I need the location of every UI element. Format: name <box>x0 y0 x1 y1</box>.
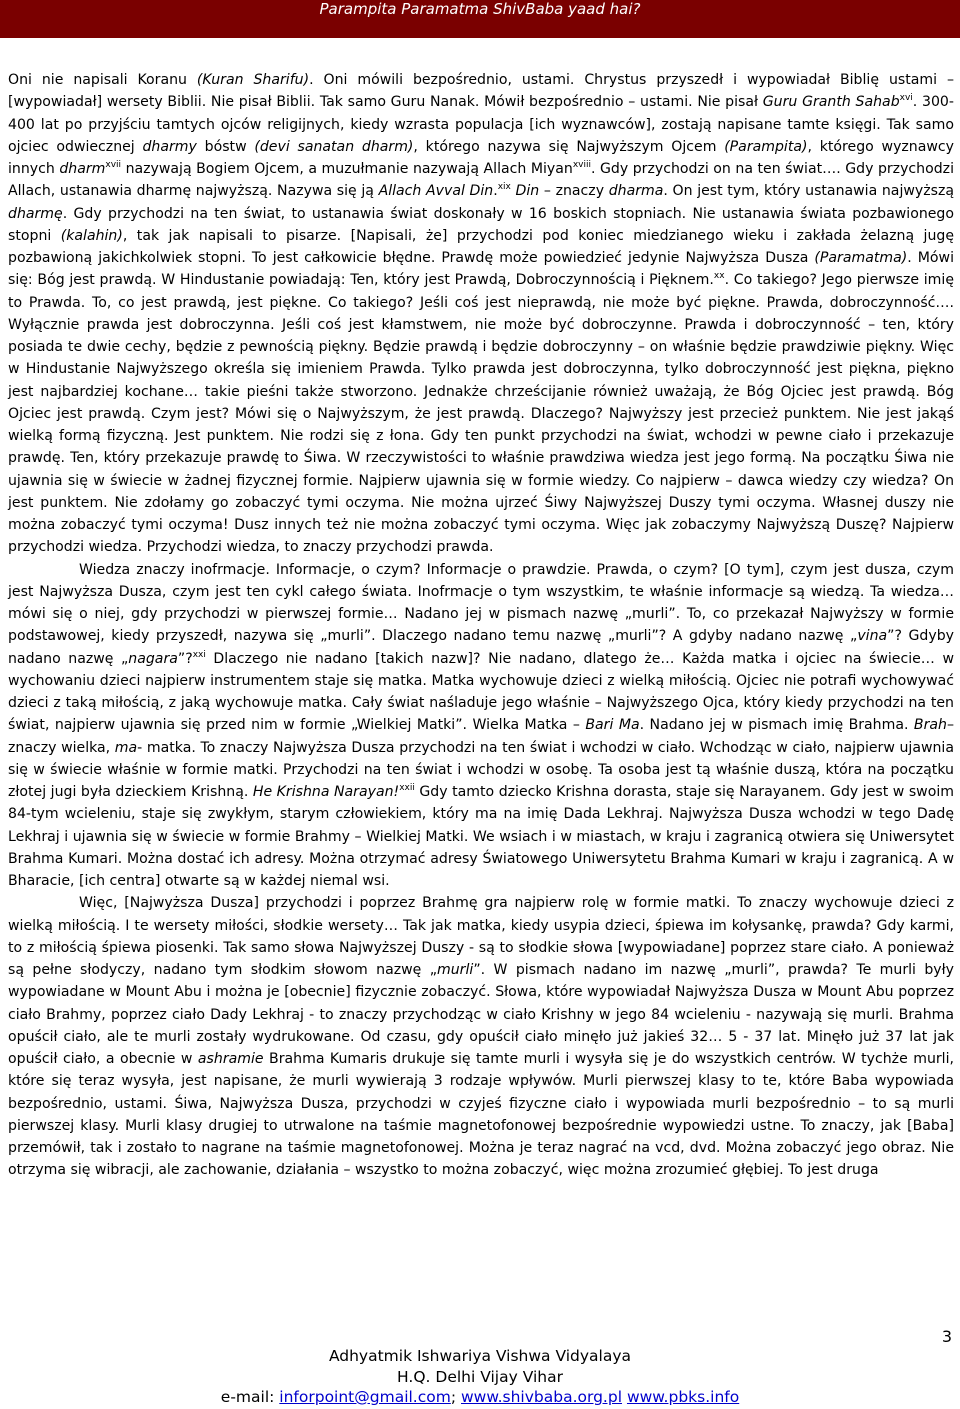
text-run: Wiedza znaczy inofrmacje. Informacje, o czym? Informacje o prawdzie. Prawda, o czym? [O tym], czym jest dusza, czym jest Najwyższa Dusza, czym jest ten cykl całego świata. Inofrmacje o tym wszystkim, te właśnie informacje są wiedzą. Ta wiedza… mówi się o niej, gdy przychodzi w pierwszej formie… Nadano jej w pismach nazwę „murli”. To, co przekazał Najwyższy w formie podstawowej, kiedy przyszedł, nazywa się „murli”. Dlaczego nadano temu nazwę „murli”? A gdyby nadano nazwę „ <box>8 561 954 645</box>
document-body <box>8 69 954 1182</box>
italic-term: Bari Ma <box>585 717 640 734</box>
text-run: ”. W pismach nadano im nazwę „murli”, prawda? Te murli były wypowiadane w Mount Abu i można je [obecnie] fizycznie zobaczyć. Słowa, które wypowiadał Najwyższa Dusza w Mount Abu poprzez ciało Brahmy, poprzez ciało Dady Lekhraj - to znaczy przychodząc w ciało Krishny w jego 84 wcieleniu - nazywają się murli. Brahma opuścił ciało, ale te murli zostały wydrukowane. Od czasu, gdy opuścił ciało minęło już jakieś 32… 5 - 37 lat. Minęło już 37 lat jak opuścił ciało, a obecnie w <box>8 962 954 1067</box>
italic-term: vina <box>857 628 888 645</box>
italic-term: nagara <box>128 650 178 667</box>
italic-term: (Parampita) <box>724 138 808 155</box>
text-run: – znaczy <box>539 183 609 200</box>
italic-term: ashramie <box>197 1051 264 1067</box>
text-run: Dlaczego nie nadano [takich nazw]? Nie nadano, dlatego że… Każda matka i ojciec na świecie… w wychowaniu dzieci najpierw instrumentem staje się matka. Matka wychowuje dzieci z wielką miłością. Ojciec nie potrafi wychowywać dzieci z taką miłością, z jaką wychowuje matka. Cały świat naśladuje jego właśnie – Najwyższego Ojca, który kiedy przychodzi na ten świat, najpierw ujawnia się przed nim w formie „Wielkiej Matki”. Wielka Matka – <box>8 650 954 734</box>
italic-term: Din <box>515 183 540 200</box>
text-run: Oni nie napisali Koranu <box>8 72 197 88</box>
italic-term: Allach Avval Din <box>378 183 494 200</box>
footnote-ref: xxi <box>192 649 206 660</box>
italic-term: dharma <box>608 183 664 200</box>
paragraph-3 <box>8 892 954 1181</box>
italic-term: (kalahin) <box>60 227 123 244</box>
italic-term: He Krishna Narayan! <box>252 784 400 800</box>
italic-term: Brah <box>913 717 947 734</box>
footnote-ref: xx <box>713 271 725 282</box>
italic-term: ma <box>114 739 138 756</box>
text-run: Brahma Kumaris drukuje się tamte murli i wysyła się je do wszystkich centrów. W tychże murli, które się teraz wysyła, jest napisane, że murli wywierają 3 rodzaje wpływów. Murli pierwszej klasy to te, które Baba wypowiada bezpośrednio, ustami. Śiwa, Najwyższa Dusza, przychodzi w czyjeś fizyczne ciało i wypowiada murli bezpośrednio – to są murli pierwszej klasy. Murli klasy drugiej to utrwalone na taśmie magnetofonowej bezpośrednie wypowiedzi ustne. To znaczy, jak [Baba] przemówił, tak i zostało to nagrane na taśmie magnetofonowej. Można je teraz nagrać na vcd, dvd. Można zobaczyć jego obraz. Nie otrzyma się wibracji, ale zachowanie, działania – wszystko to można zobaczyć, więc można zrozumieć głębiej. To jest druga <box>8 1051 954 1179</box>
footer-site-link-shivbaba[interactable]: www.shivbaba.org.pl <box>461 1388 623 1406</box>
text-run: nazywają Bogiem Ojcem, a muzułmanie nazywają Allach Miyan <box>121 161 573 177</box>
text-run: , którego wyznawcy innych <box>8 138 954 177</box>
header-title: Parampita Paramatma ShivBaba yaad hai? <box>319 0 641 18</box>
footnote-ref: xviii <box>572 160 591 170</box>
text-run: . <box>493 183 498 200</box>
page-header <box>0 0 960 38</box>
text-run: . Oni mówili bezpośrednio, ustami. Chrystus przyszedł i wypowiadał Biblię ustami – [wypowiadał] wersety Biblii. Nie pisał Biblii. Tak samo Guru Nanak. Mówił bezpośrednio – ustami. Nie pisał <box>8 72 954 111</box>
text-run: . 300- 400 lat po przyjściu tamtych ojców religijnych, kiedy wzrasta populacja [ich wyznawców], zostają napisane tamte księgi. Tak samo ojciec odwiecznej <box>8 94 954 155</box>
text-run: ”? <box>177 650 193 667</box>
footer-separator: ; <box>450 1388 461 1406</box>
paragraph-2 <box>8 559 954 893</box>
footnote-ref: xvi <box>899 93 913 104</box>
footnote-ref: xvii <box>105 160 122 170</box>
italic-term: murli <box>437 962 474 978</box>
text-run: - matka. To znaczy Najwyższa Dusza przychodzi na ten świat i wchodzi w ciało. Wchodząc w ciało, najpierw ujawnia się w świecie właśnie w formie matki. Przychodzi na ten świat i wchodzi w osobę. Ta osoba jest tą właśnie duszą, która na początku złotej jugi była dzieckiem Krishną. <box>8 739 954 800</box>
text-run: bóstw <box>196 138 255 155</box>
text-run: ”? Gdyby nadano nazwę „ <box>8 628 954 667</box>
footnote-ref: xix <box>497 182 511 193</box>
text-run: . On jest tym, który ustanawia najwyższą <box>663 183 954 200</box>
text-run: . Co takiego? Jego pierwsze imię to Prawda. To, co jest prawdą, jest piękne. Co takiego? Jeśli coś jest nieprawdą, nie może być piękne. Prawda, dobroczynność…. Wyłącznie prawda jest dobroczynna. Jeśli coś jest kłamstwem, nie może być dobroczynne. Prawda i dobroczynność – ten, który posiada te dwie cechy, będzie z pewnością piękny. Będzie prawdą i będzie dobroczynny – on właśnie będzie prawdziwie piękny. Więc w Hindustanie Najwyższego określa się imieniem Prawda. Tylko prawda jest dobroczynna, tylko dobroczynność jest piękna, piękno jest najbardziej kochane… takie pieśni także stworzono. Jednakże chrześcijanie również uważają, że Bóg Ojciec jest prawdą. Bóg Ojciec jest prawdą. Czym jest? Mówi się o Najwyższym, że jest prawdą. Dlaczego? Najwyższy jest przecież punktem. Nie jest jakąś wielką formą fizyczną. Jest punktem. Nie rodzi się z łona. Gdy ten punkt przychodzi na świat, wchodzi w pewne ciało i przekazuje prawdę. Ten, który przekazuje prawdę to Śiwa. W rzeczywistości to właśnie prawdziwa wiedza jest jego formą. Na początku Śiwa nie ujawnia się w świecie w żadnej fizycznej formie. Najpierw ujawnia się w formie wiedzy. Co najpierw – dawca wiedzy czy wiedza? On jest punktem. Nie zdołamy go zobaczyć tymi oczyma. Nie można ujrzeć Śiwy Najwyższej Duszy tymi oczyma. Własnej duszy nie można zobaczyć tymi oczyma! Dusz innych też nie można zobaczyć tymi oczyma. Więc jak zobaczymy Najwyższą Duszę? Najpierw przychodzi wiedza. Przychodzi wiedza, to znaczy przychodzi prawda. <box>8 272 954 556</box>
text-run: . Gdy przychodzi na ten świat, to ustanawia świat doskonały w 16 boskich stopniach. Nie ustanawia świata pozbawionego stopni <box>8 205 954 244</box>
text-run: . Mówi się: Bóg jest prawdą. W Hindustanie powiadają: Ten, który jest Prawdą, Dobroczynnością i Pięknem. <box>8 250 954 289</box>
italic-term: (Paramatma) <box>814 250 908 266</box>
italic-term: (Kuran Sharifu) <box>196 72 310 88</box>
italic-term: Guru Granth Sahab <box>762 94 900 111</box>
text-run: Więc, [Najwyższa Dusza] przychodzi i poprzez Brahmę gra najpierw rolę w formie matki. To znaczy wychowuje dzieci z wielką miłością. I te wersety miłości, słodkie wersety… Tak jak matka, kiedy usypia dzieci, śpiewa im kołysankę, prawda? Gdy karmi, to z miłością śpiewa piosenki. Tak samo słowa Najwyższej Duszy - są to słodkie słowa [wypowiadane] poprzez stare ciało. A ponieważ są pełne słodyczy, nadano tym słodkim słowom nazwę „ <box>8 895 954 978</box>
paragraph-1 <box>8 69 954 559</box>
footer-site-link-pbks[interactable]: www.pbks.info <box>626 1388 740 1406</box>
italic-term: (devi sanatan dharm) <box>254 138 414 155</box>
footer-address: H.Q. Delhi Vijay Vihar <box>397 1367 563 1386</box>
text-run: , którego nazywa się Najwyższym Ojcem <box>413 138 725 155</box>
text-run: . Gdy przychodzi on na ten świat…. Gdy przychodzi Allach, ustanawia dharmę najwyższą. Nazywa się ją <box>8 161 954 200</box>
italic-term: dharmy <box>142 138 197 155</box>
text-run: – znaczy wielka, <box>8 717 954 756</box>
italic-term: dharmę <box>8 205 63 222</box>
text-run: . Nadano jej w pismach imię Brahma. <box>639 717 914 734</box>
text-run: , tak jak napisali to pisarze. [Napisali, że] przychodzi pod koniec miedzianego wieku i zakłada żelazną jugę pozbawioną jakichkolwiek stopni. To jest całkowicie błędne. Prawdę może powiedzieć jedynie Najwyższa Dusza <box>8 227 954 266</box>
italic-term: dharm <box>59 161 106 177</box>
text-run: Gdy tamto dziecko Krishna dorasta, staje się Narayanem. Gdy jest w swoim 84-tym wcieleniu, staje się zwykłym, starym człowiekiem, który ma na imię Dada Lekhraj. Najwyższa Dusza wchodzi w tego Dadę Lekhraj i ujawnia się w świecie w formie Brahmy – Wielkiej Matki. We wsiach i w miastach, w kraju i zagranicą otwiera się Uniwersytet Brahma Kumari. Można dostać ich adresy. Można otrzymać adresy Światowego Uniwersytetu Brahma Kumari w kraju i zagranicą. A w Bharacie, [ich centra] otwarte są w każdej niemal wsi. <box>8 784 954 889</box>
footer-email-label: e-mail: <box>220 1388 280 1406</box>
footer-email-link[interactable]: inforpoint@gmail.com <box>279 1388 451 1406</box>
page-footer <box>0 1346 960 1408</box>
footer-contacts <box>0 1387 960 1408</box>
footnote-ref: xxii <box>399 783 415 793</box>
page-number: 3 <box>941 1327 952 1346</box>
footer-organization: Adhyatmik Ishwariya Vishwa Vidyalaya <box>328 1347 632 1365</box>
